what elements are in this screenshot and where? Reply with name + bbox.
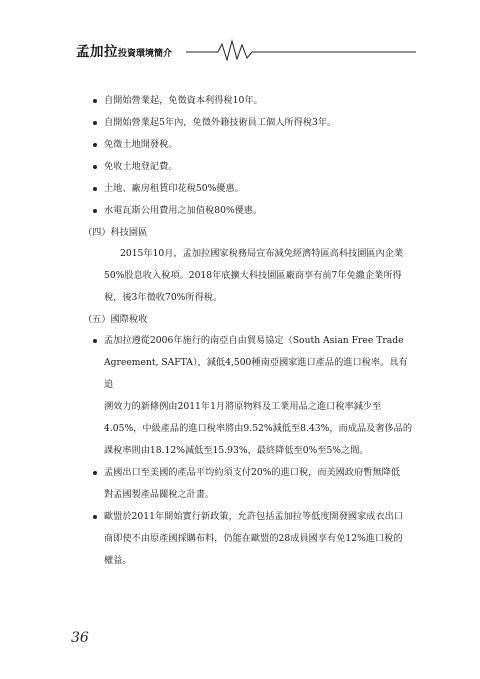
- paragraph-line: 權益。: [104, 555, 132, 566]
- bullet-icon: [93, 515, 97, 519]
- paragraph-line: 歐盟於2011年開始實行新政策，允許包括孟加拉等低度開發國家成衣出口: [104, 511, 404, 522]
- header-title-main: 孟加拉: [76, 44, 118, 60]
- list-item: [84, 462, 414, 506]
- bullet-icon: [93, 471, 97, 475]
- page-number: 36: [71, 630, 89, 646]
- paragraph-line: 50%股息收入稅項。2018年底擴大科技園區廠商享有前7年免繳企業所得: [104, 270, 402, 281]
- paragraph-line: Agreement, SAFTA），減低4,500種南亞國家進口產品的進口稅率。具有追: [104, 357, 408, 390]
- paragraph-line: 稅，後3年徵收70%所得稅。: [104, 292, 223, 303]
- list-item: 自開始營業起5年內，免徵外籍技術員工個人所得稅3年。: [84, 112, 414, 134]
- paragraph-line: 課稅率則由18.12%減低至15.93%，最終降低至0%至5%之間。: [104, 445, 369, 456]
- paragraph-line: 孟加拉遵從2006年施行的南亞自由貿易協定（South Asian Free Trade: [104, 335, 404, 346]
- paragraph-line: 溯效力的新條例由2011年1月將原物料及工業用品之進口稅率減少至: [104, 401, 382, 412]
- section-heading-intl-tax: （五）國際稅收: [83, 314, 148, 325]
- bullet-icon: [93, 121, 97, 125]
- list-item: 水電瓦斯公用費用之加值稅80%優惠。: [84, 200, 414, 222]
- bullet-icon: [93, 339, 97, 343]
- list-item: 土地、廠房租賃印花稅50%優惠。: [84, 178, 414, 200]
- bullet-icon: [93, 209, 97, 213]
- page-header: [76, 38, 416, 62]
- paragraph-line: 孟國出口至美國的產品平均約須支付20%的進口稅，而美國政府暫無降低: [104, 467, 401, 478]
- paragraph-line: 4.05%，中級產品的進口稅率將由9.52%減低至8.43%，而成品及奢侈品的: [104, 423, 413, 434]
- list-item: 免徵土地開發稅。: [84, 134, 414, 156]
- body-content: [84, 90, 414, 572]
- bullet-icon: [93, 187, 97, 191]
- list-item: 免收土地登記費。: [84, 156, 414, 178]
- bullet-icon: [93, 99, 97, 103]
- list-item: [84, 506, 414, 572]
- bullet-icon: [93, 143, 97, 147]
- header-title-sub: 投資環境簡介: [118, 49, 173, 59]
- section-heading-tech-park: （四）科技園區: [83, 227, 148, 238]
- header-title: [76, 40, 172, 60]
- paragraph-line: 對孟國製產品關稅之計畫。: [104, 489, 215, 500]
- list-item: 自開始營業起，免徵資本利得稅10年。: [84, 90, 414, 112]
- bullet-icon: [93, 165, 97, 169]
- paragraph-line: 商即使不由原產國採購布料，仍能在歐盟的28成員國享有免12%進口稅的: [104, 533, 403, 544]
- paragraph-line: 2015年10月，孟加拉國家稅務局宣布減免經濟特區高科技園區內企業: [120, 248, 404, 259]
- list-item: [84, 330, 414, 462]
- tech-park-paragraph: [84, 243, 414, 309]
